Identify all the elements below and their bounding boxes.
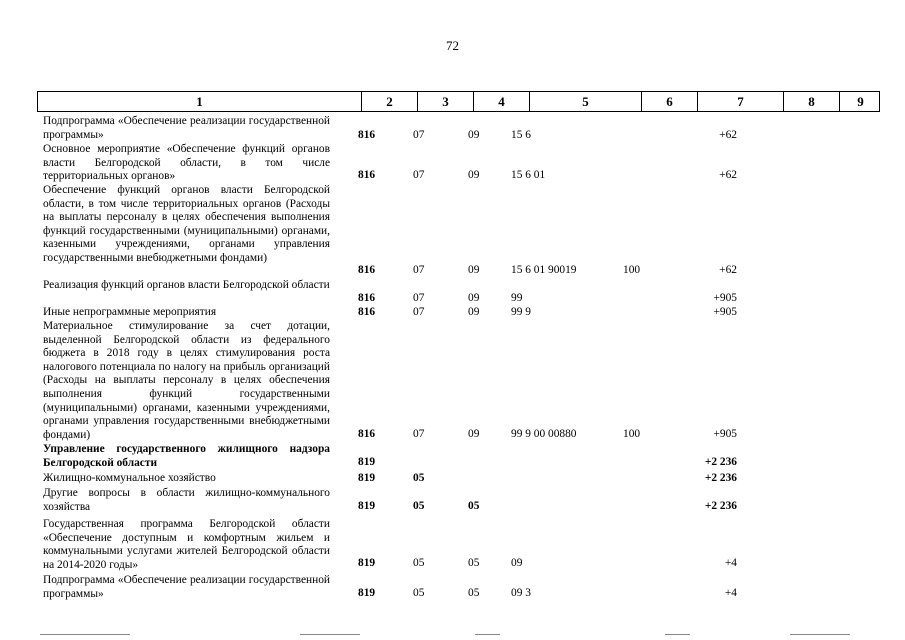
cell-admin-code: 816 [358,169,376,182]
row-description: Другие вопросы в области жилищно-коммунального хозяйства [43,487,330,513]
cell-subsection: 09 [468,264,480,277]
cell-target-article: 09 [511,557,523,570]
footer-rule [665,634,690,635]
cell-admin-code: 816 [358,306,376,319]
cell-expense-type: 100 [623,428,641,441]
cell-admin-code: 816 [358,264,376,277]
cell-section: 05 [413,557,425,570]
table-row [0,306,905,320]
cell-target-article: 15 6 01 [511,169,546,182]
cell-subsection: 05 [468,500,480,513]
header-col-1: 1 [196,94,203,109]
cell-admin-code: 819 [358,456,376,469]
cell-amount: +2 236 [704,472,737,485]
row-description: Реализация функций органов власти Белгородской области [43,279,330,291]
cell-amount: +2 236 [704,456,737,469]
row-description: Основное мероприятие «Обеспечение функций органов власти Белгородской области, в том числе территориальных органов» [43,143,330,183]
cell-section: 07 [413,428,425,441]
row-description: Государственная программа Белгородской области «Обеспечение доступным и комфортным жильем и коммунальными услугами жителей Белгородской области на 2014-2020 годы» [43,518,330,571]
row-description: Обеспечение функций органов власти Белгородской области, в том числе территориальных органов (Расходы на выплаты персоналу в целях обеспечения выполнения функций государственными (муниципальными) органами, казенными учреждениями, органами управления государственными внебюджетными фондами) [43,184,330,264]
cell-section: 05 [413,472,425,485]
header-col-7: 7 [697,92,783,111]
cell-amount: +905 [713,306,737,319]
cell-expense-type: 100 [623,264,641,277]
footer-rule [40,634,130,635]
cell-amount: +4 [724,587,737,600]
cell-amount: +62 [719,129,737,142]
cell-subsection: 09 [468,306,480,319]
cell-section: 07 [413,169,425,182]
cell-admin-code: 819 [358,500,376,513]
table-row [0,443,905,470]
cell-amount: +905 [713,428,737,441]
page-number: 72 [446,38,459,53]
row-description: Подпрограмма «Обеспечение реализации государственной программы» [43,574,330,600]
cell-admin-code: 816 [358,129,376,142]
table-row [0,115,905,143]
footer-rule [475,634,500,635]
table-row [0,279,905,306]
cell-subsection: 09 [468,129,480,142]
cell-subsection: 09 [468,169,480,182]
cell-section: 05 [413,587,425,600]
row-description: Материальное стимулирование за счет дотации, выделенной Белгородской области из федерального бюджета в 2018 году в целях стимулирования роста налогового потенциала по налогу на прибыль организаций (Расходы на выплаты персоналу в целях обеспечения выполнения функций государственными (муниципальными) органами, казенными учреждениями, органами управления государственными внебюджетными фондами) [43,320,330,441]
footer-rule [300,634,360,635]
cell-section: 07 [413,306,425,319]
header-col-5: 5 [529,92,641,111]
row-description: Иные непрограммные мероприятия [43,306,217,318]
cell-target-article: 09 3 [511,587,531,600]
table-row [0,143,905,183]
table-row [0,472,905,486]
cell-amount: +905 [713,292,737,305]
cell-amount: +4 [724,557,737,570]
cell-admin-code: 816 [358,292,376,305]
table-header [37,91,880,112]
cell-section: 05 [413,500,425,513]
row-description: Жилищно-коммунальное хозяйство [43,472,216,484]
table-row [0,487,905,514]
cell-amount: +62 [719,169,737,182]
header-col-9: 9 [839,92,881,111]
cell-section: 07 [413,129,425,142]
row-description: Подпрограмма «Обеспечение реализации государственной программы» [43,115,330,141]
cell-target-article: 15 6 [511,129,531,142]
header-col-6: 6 [641,92,697,111]
table-row [0,574,905,601]
cell-section: 07 [413,264,425,277]
cell-subsection: 05 [468,587,480,600]
footer-rule [790,634,850,635]
cell-subsection: 09 [468,428,480,441]
row-description: Управление государственного жилищного надзора Белгородской области [43,443,330,469]
table-row [0,518,905,571]
cell-target-article: 99 [511,292,523,305]
cell-admin-code: 816 [358,428,376,441]
cell-subsection: 09 [468,292,480,305]
cell-admin-code: 819 [358,587,376,600]
table-row [0,320,905,442]
cell-target-article: 15 6 01 90019 [511,264,577,277]
cell-target-article: 99 9 [511,306,531,319]
cell-admin-code: 819 [358,472,376,485]
cell-amount: +62 [719,264,737,277]
header-col-2: 2 [361,92,417,111]
table-row [0,184,905,278]
header-col-3: 3 [417,92,473,111]
cell-admin-code: 819 [358,557,376,570]
cell-section: 07 [413,292,425,305]
cell-subsection: 05 [468,557,480,570]
cell-target-article: 99 9 00 00880 [511,428,577,441]
header-col-4: 4 [473,92,529,111]
header-col-8: 8 [783,92,839,111]
cell-amount: +2 236 [704,500,737,513]
